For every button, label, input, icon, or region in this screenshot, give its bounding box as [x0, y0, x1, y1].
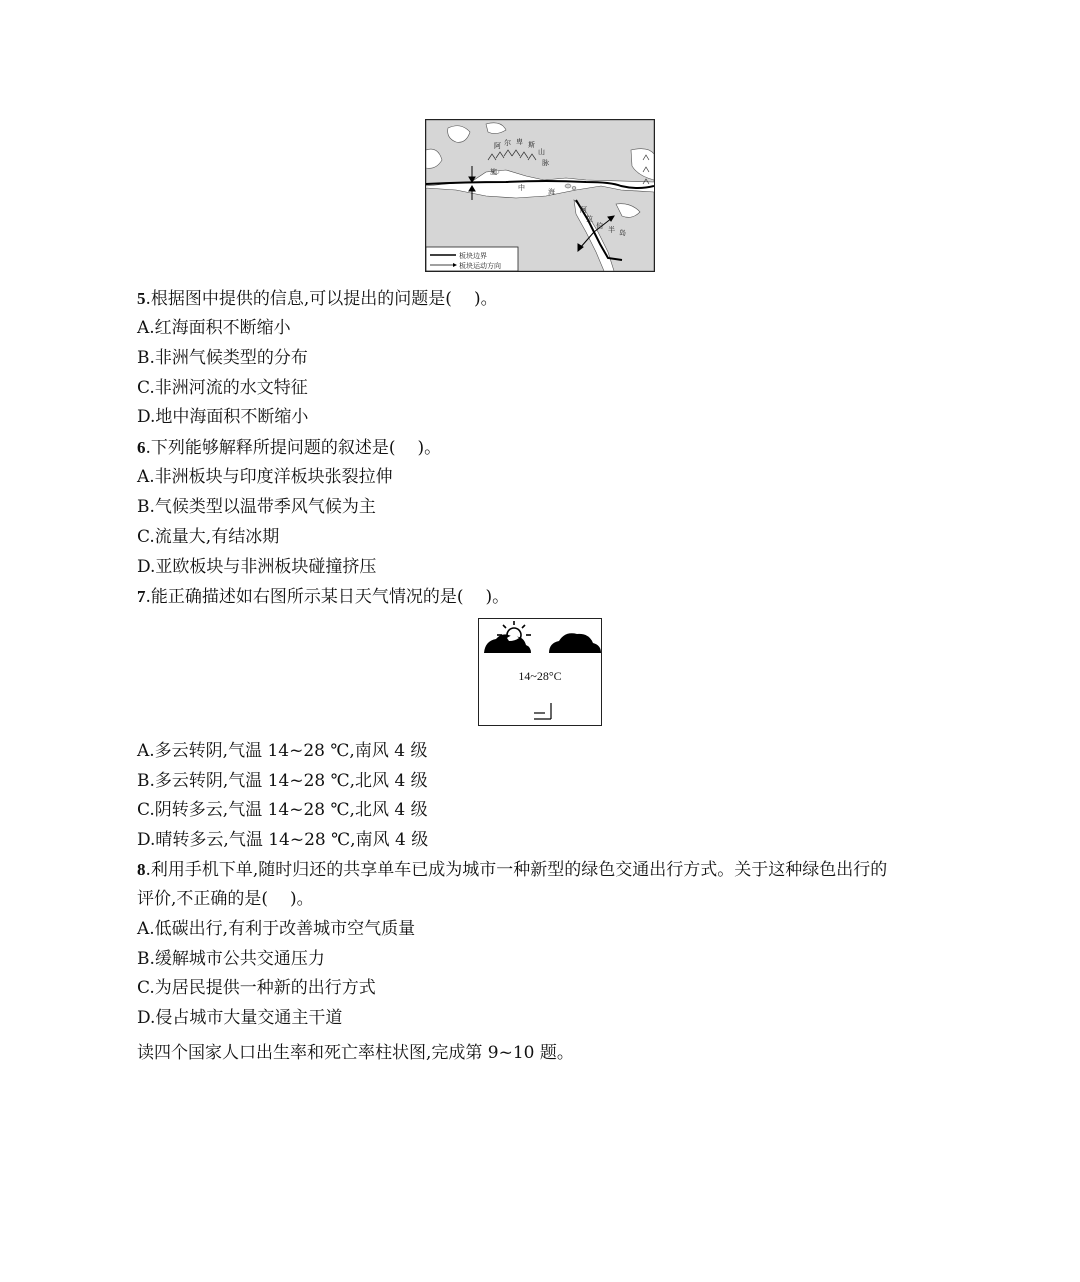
question-text-end: )。 [290, 889, 314, 909]
question-text-end: )。 [473, 289, 498, 309]
weather-figure [478, 618, 602, 726]
map-label-arabia-5: 岛 [619, 229, 626, 237]
question-8-stem-line1 [137, 859, 887, 881]
question-text: .能正确描述如右图所示某日天气情况的是( [145, 587, 464, 607]
plate-map-svg [426, 120, 654, 271]
plate-map-figure [425, 119, 655, 272]
map-label-alps-5: 山 [538, 148, 545, 156]
map-label-alps-2: 尔 [504, 139, 511, 147]
option-7d: D.晴转多云,气温 14~28 ℃,南风 4 级 [137, 830, 429, 850]
map-label-arabia-3: 伯 [596, 222, 603, 230]
map-label-arabia-4: 半 [608, 226, 615, 234]
option-6c: C.流量大,有结冰期 [137, 527, 280, 547]
question-5-stem [137, 288, 498, 310]
map-label-alps-6: 脉 [542, 159, 549, 167]
partly-cloudy-icon [484, 621, 531, 653]
overcast-icon [549, 633, 601, 653]
option-7a: A.多云转阴,气温 14~28 ℃,南风 4 级 [137, 741, 428, 761]
question-number: 8 [137, 860, 146, 879]
option-7b: B.多云转阴,气温 14~28 ℃,北风 4 级 [137, 771, 428, 791]
question-text-end: )。 [485, 587, 510, 607]
question-number: 5 [137, 289, 146, 308]
option-6d: D.亚欧板块与非洲板块碰撞挤压 [137, 557, 377, 577]
option-6a: A.非洲板块与印度洋板块张裂拉伸 [137, 467, 393, 487]
option-8d: D.侵占城市大量交通主干道 [137, 1008, 343, 1028]
map-label-alps-3: 卑 [516, 138, 523, 146]
question-number: 7 [137, 587, 146, 606]
option-5c: C.非洲河流的水文特征 [137, 378, 308, 398]
wind-barb-icon [534, 703, 551, 719]
question-6-stem [137, 437, 441, 459]
option-8c: C.为居民提供一种新的出行方式 [137, 978, 376, 998]
question-text: .利用手机下单,随时归还的共享单车已成为城市一种新型的绿色交通出行方式。关于这种绿色出行的 [145, 860, 888, 880]
lead-in-text: 读四个国家人口出生率和死亡率柱状图,完成第 9~10 题。 [137, 1043, 574, 1063]
option-5a: A.红海面积不断缩小 [137, 318, 291, 338]
option-5d: D.地中海面积不断缩小 [137, 407, 309, 427]
option-8b: B.缓解城市公共交通压力 [137, 949, 325, 969]
question-text: .下列能够解释所提问题的叙述是( [145, 438, 396, 458]
question-text: 评价,不正确的是( [137, 889, 269, 909]
map-label-med-1: 中 [518, 184, 525, 192]
question-text-end: )。 [417, 438, 442, 458]
question-number: 6 [137, 438, 146, 457]
weather-temperature: 14~28°C [518, 669, 562, 683]
map-label-arabia-1: 阿 [580, 206, 587, 214]
map-label-alps-4: 斯 [528, 141, 535, 149]
map-label-arabia-2: 拉 [586, 215, 593, 223]
option-6b: B.气候类型以温带季风气候为主 [137, 497, 376, 517]
question-8-stem-line2 [137, 888, 314, 910]
question-7-stem [137, 586, 509, 608]
option-8a: A.低碳出行,有利于改善城市空气质量 [137, 919, 416, 939]
option-5b: B.非洲气候类型的分布 [137, 348, 308, 368]
question-text: .根据图中提供的信息,可以提出的问题是( [145, 289, 452, 309]
legend-boundary: 板块边界 [459, 252, 487, 260]
map-label-po: 施 [490, 168, 497, 176]
map-label-med-2: 海 [548, 188, 555, 196]
map-label-alps-1: 阿 [494, 142, 501, 150]
option-7c: C.阴转多云,气温 14~28 ℃,北风 4 级 [137, 800, 428, 820]
legend-motion: 板块运动方向 [459, 262, 501, 270]
